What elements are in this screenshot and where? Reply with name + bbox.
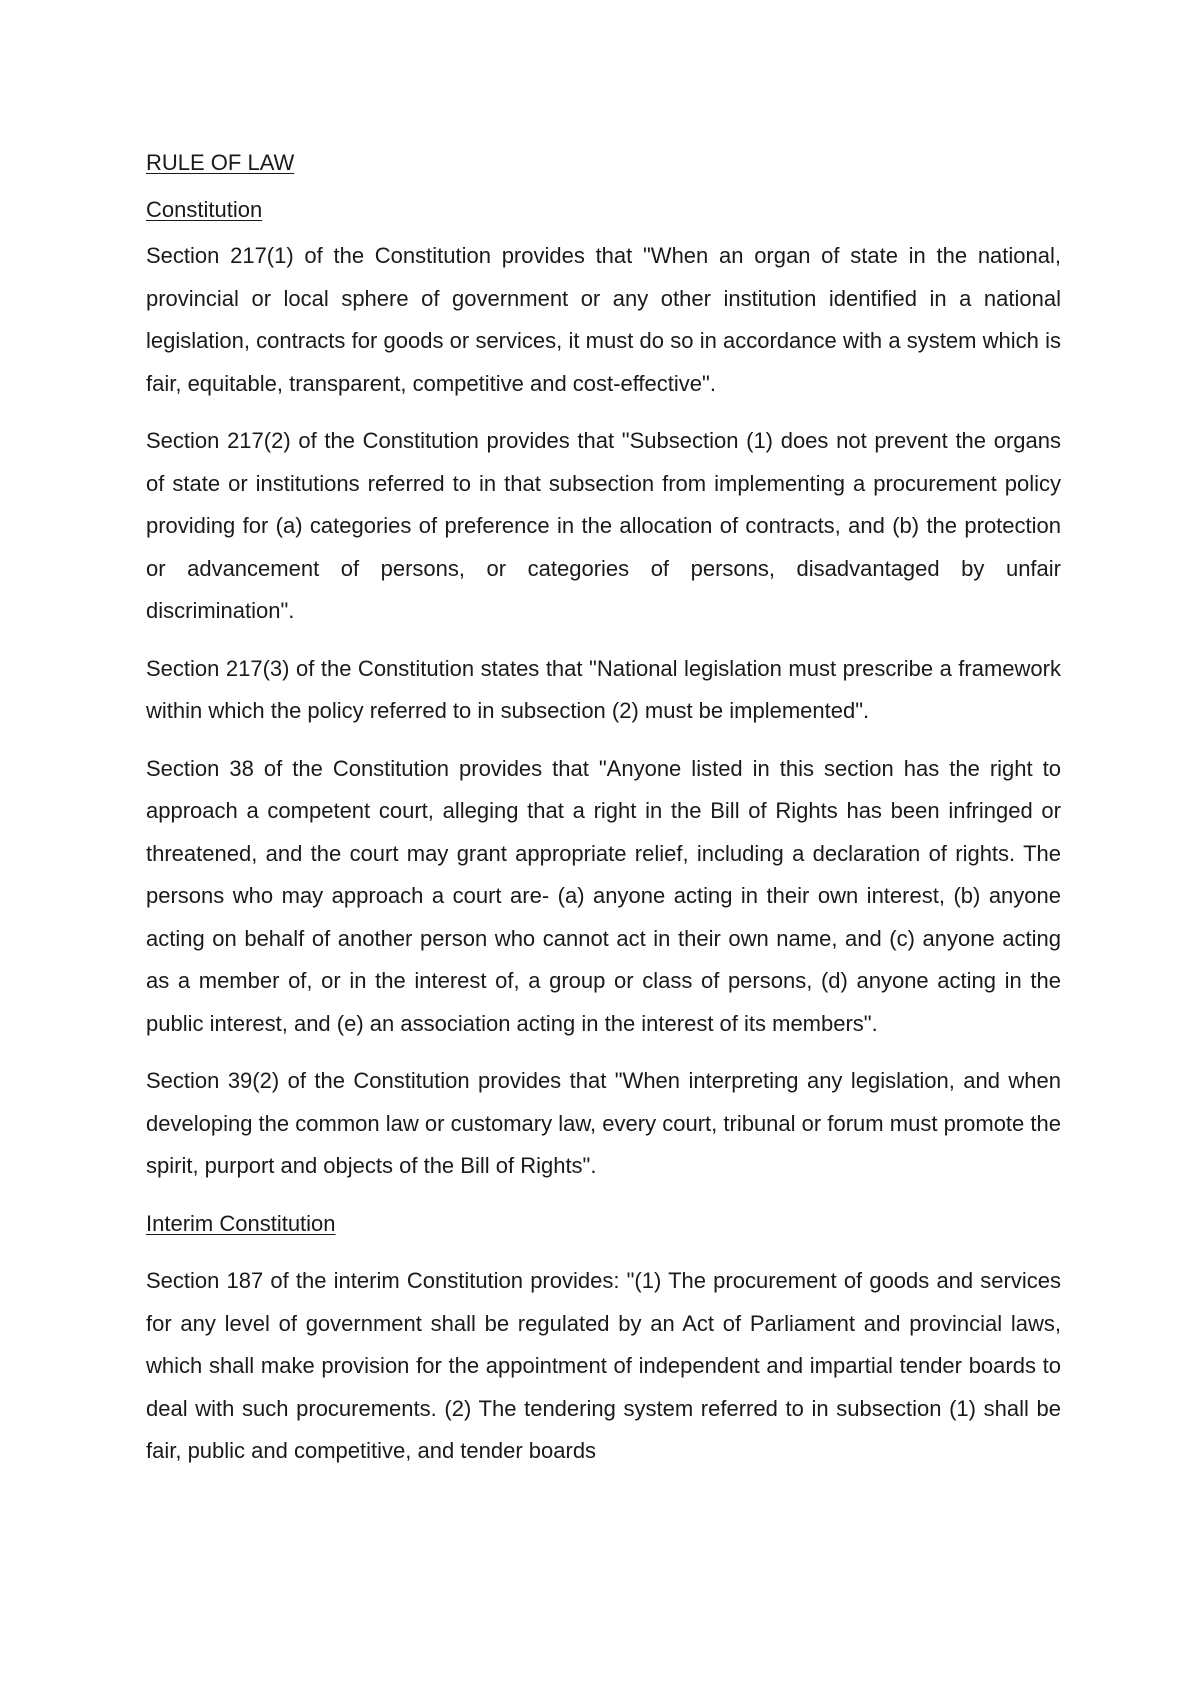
section-heading-constitution: Constitution <box>146 196 263 222</box>
paragraph-section-187: Section 187 of the interim Constitution provides: "(1) The procurement of goods and services for any level of government shall be regulated by an Act of Parliament and provincial laws, which shall make provision for the appointment of independent and impartial tender boards to deal with such procurements. (2) The tendering system referred to in subsection (1) shall be fair, public and competitive, and tender boards <box>146 1268 1061 1463</box>
paragraph-section-217-3: Section 217(3) of the Constitution states that "National legislation must prescribe a framework within which the policy referred to in subsection (2) must be implemented". <box>146 655 1061 723</box>
paragraph-section-217-2: Section 217(2) of the Constitution provides that "Subsection (1) does not prevent the organs of state or institutions referred to in that subsection from implementing a procurement policy providing for (a) categories of preference in the allocation of contracts, and (b) the protection or advancement of persons, or categories of persons, disadvantaged by unfair discrimination". <box>146 428 1061 623</box>
paragraph-section-38: Section 38 of the Constitution provides that "Anyone listed in this section has the right to approach a competent court, alleging that a right in the Bill of Rights has been infringed or threatened, and the court may grant appropriate relief, including a declaration of rights. The persons who may approach a court are- (a) anyone acting in their own interest, (b) anyone acting on behalf of another person who cannot act in their own name, and (c) anyone acting as a member of, or in the interest of, a group or class of persons, (d) anyone acting in the public interest, and (e) an association acting in the interest of its members". <box>146 755 1061 1036</box>
section-heading-interim-constitution: Interim Constitution <box>146 1210 336 1236</box>
document-title: RULE OF LAW <box>146 150 295 175</box>
paragraph-section-217-1: Section 217(1) of the Constitution provides that "When an organ of state in the national, provincial or local sphere of government or any other institution identified in a national legislation, contracts for goods or services, it must do so in accordance with a system which is fair, equitable, transparent, competitive and cost-effective". <box>146 243 1061 396</box>
paragraph-section-39-2: Section 39(2) of the Constitution provides that "When interpreting any legislation, and when developing the common law or customary law, every court, tribunal or forum must promote the spirit, purport and objects of the Bill of Rights". <box>146 1068 1061 1178</box>
document-body <box>146 142 1061 1488</box>
